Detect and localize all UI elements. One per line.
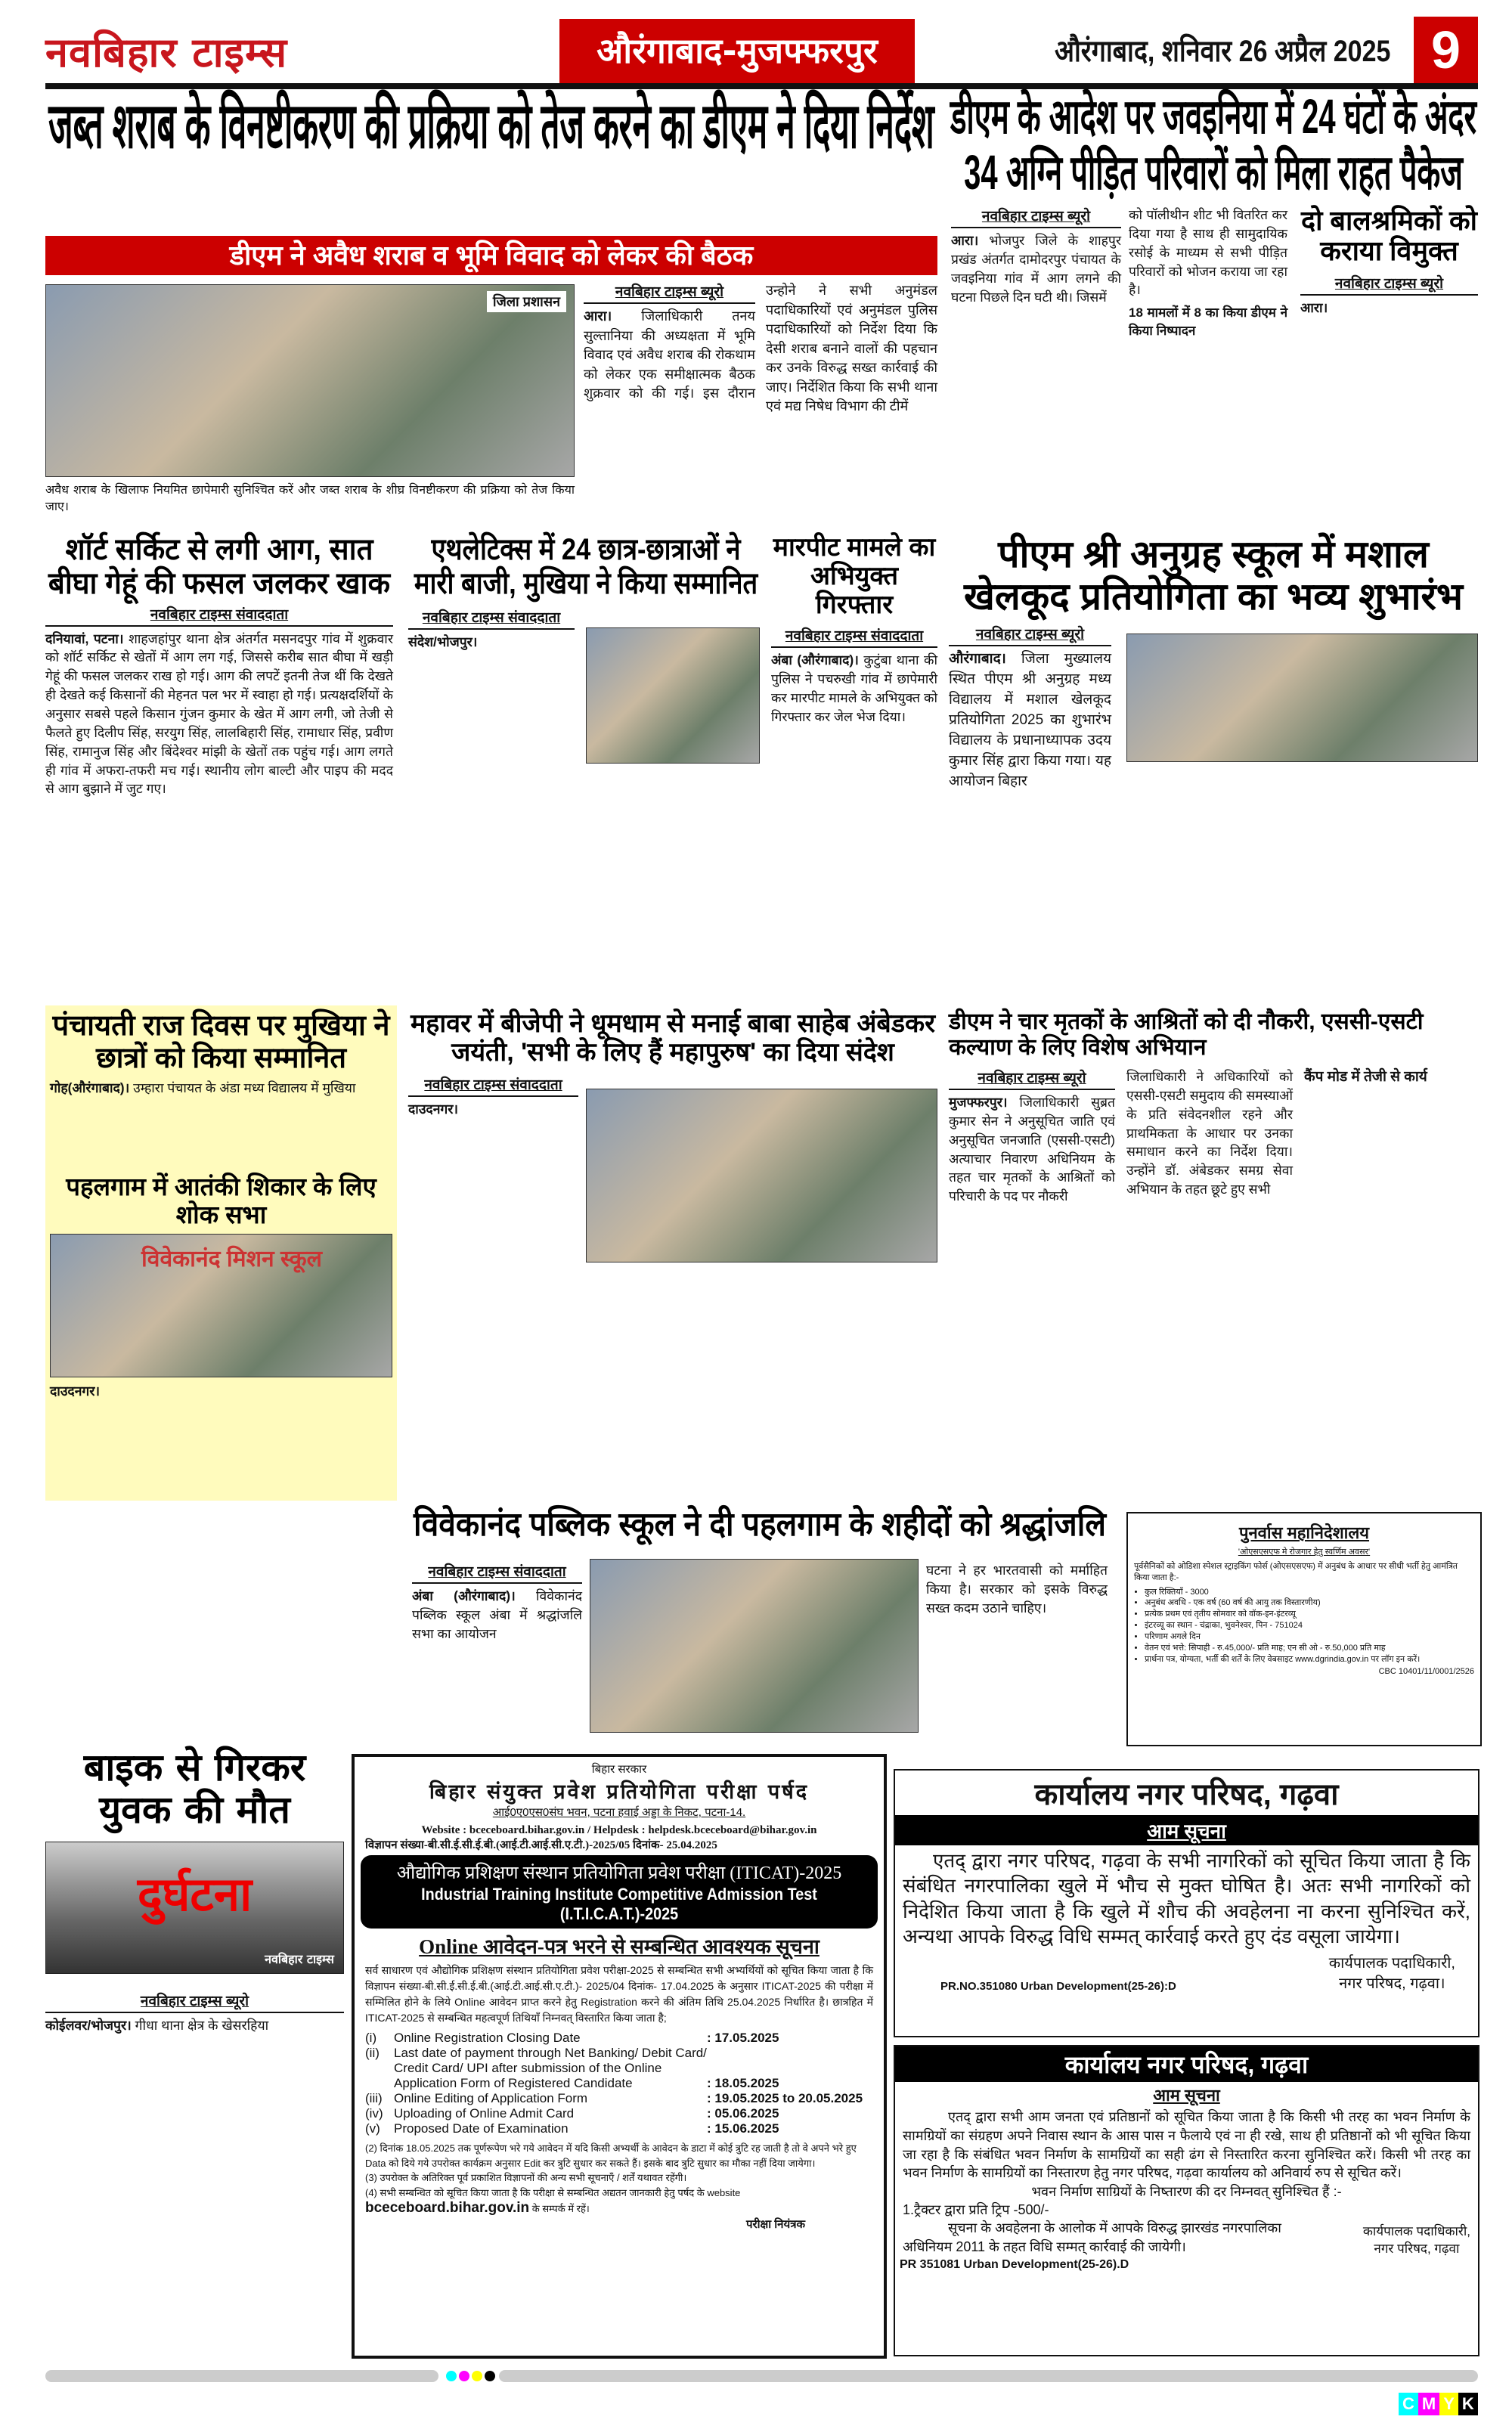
dateline-place: आरा। (951, 233, 979, 248)
fire-relief-article-cont (1129, 206, 1287, 340)
row-label: Uploading of Online Admit Card (394, 2106, 575, 2121)
byline: नवबिहार टाइम्स संवाददाता (412, 1561, 582, 1584)
byline: नवबिहार टाइम्स ब्यूरो (949, 624, 1111, 646)
dateline-place: अंबा (औरंगाबाद)। (412, 1588, 516, 1603)
accident-image (45, 1842, 344, 1974)
ad-title: कार्यालय नगर परिषद, गढ़वा (895, 2046, 1478, 2082)
ad-intro: सर्व साधारण एवं औद्योगिक प्रशिक्षण संस्थान प्रतियोगिता प्रवेश परीक्षा-2025 से सम्बन्धित सभी अभ्यर्थियों को सूचित किया जाता है कि विज्ञापन संख्या-बी.सी.ई.सी.ई.बी.(आई.टी.आई.सी.ए.टी.)- 2025/04 दिनांक- 17.04.2025 के अनुसार ITICAT-2025 की परीक्षा में सम्मिलित होने के लिये Online आवेदन प्राप्त करने हेतु Registration करने की अंतिम तिथि 25.04.2025 निर्धारित है। छात्रहित में ITICAT-2025 से सम्बन्धित महत्वपूर्ण तिथियाँ निम्नवत् विस्तारित किया जाता है; (365, 1964, 873, 2024)
panchayati-headline: पंचायती राज दिवस पर मुखिया ने छात्रों को किया सम्मानित (52, 1010, 390, 1074)
article-body: कुटुंबा थाना की पुलिस ने पचरुखी गांव में छापेमारी कर मारपीट मामले के अभियुक्त को गिरफ्तार कर जेल भेज दिया। (771, 652, 937, 724)
article-body: को पॉलीथीन शीट भी वितरित कर दिया गया है साथ ही सामुदायिक रसोई के माध्यम से सभी पीड़ित परिवारों को भोजन कराया जा रहा है। (1129, 207, 1287, 298)
vivekanand-headline: विवेकानंद पब्लिक स्कूल ने दी पहलगाम के शहीदों को श्रद्धांजलि (414, 1506, 1106, 1543)
ad-note: (3) उपरोक्त के अतिरिक्त पूर्व प्रकाशित विज्ञापनों की अन्य सभी सूचनाएँ / शर्तें यथावत रहेंगी। (365, 2172, 687, 2183)
pm-shri-headline: पीएम श्री अनुग्रह स्कूल में मशाल खेलकूद प्रतियोगिता का भव्य शुभारंभ (963, 533, 1464, 618)
row-value: : 15.06.2025 (707, 2121, 779, 2136)
date-row (365, 2046, 873, 2091)
ad-item: • प्रत्येक प्रथम एवं तृतीय सोमवार को वॉक-इन-इंटरव्यू (1145, 1609, 1474, 1620)
registration-bar (45, 2370, 438, 2382)
banner-text: विवेकानंद मिशन स्कूल (141, 1246, 322, 1272)
photo-sign: जिला प्रशासन (487, 291, 566, 312)
row-number: (v) (365, 2121, 380, 2136)
row-label: Online Registration Closing Date (394, 2031, 581, 2045)
cmyk-y: Y (1439, 2393, 1458, 2415)
dateline-place: संदेश/भोजपुर। (408, 634, 478, 649)
assault-article (771, 533, 937, 727)
article-body: विवेकानंद पब्लिक स्कूल अंबा में श्रद्धांजलि सभा का आयोजन (412, 1588, 582, 1641)
ad-item: • अनुबंध अवधि - एक वर्ष (60 वर्ष की आयु तक विस्तारणीय) (1145, 1597, 1474, 1609)
byline: नवबिहार टाइम्स संवाददाता (408, 607, 575, 630)
dateline-place: औरंगाबाद। (949, 651, 1006, 667)
masthead-rule (45, 83, 1478, 89)
row-value: : 05.06.2025 (707, 2106, 779, 2121)
cmyk-m: M (1418, 2393, 1439, 2415)
byline: नवबिहार टाइम्स संवाददाता (45, 604, 393, 627)
signatory: कार्यपालक पदाधिकारी, (1328, 1955, 1455, 1972)
sc-st-article (949, 1009, 1478, 1060)
pr-number: PR.NO.351080 Urban Development(25-26):D (940, 1980, 1176, 1994)
edition-banner: औरंगाबाद-मुजफ्फरपुर (559, 19, 915, 83)
ad-title-english: Industrial Training Institute Competitive Admission Test (I.T.I.C.A.T.)-2025 (421, 1885, 817, 1923)
ad-title: कार्यालय नगर परिषद, गढ़वा (1034, 1778, 1339, 1811)
ad-footer (895, 2219, 1478, 2257)
panchayati-box (45, 1005, 397, 1501)
registration-bar (499, 2370, 1478, 2382)
shok-sabha-headline: पहलगाम में आतंकी शिकार के लिए शोक सभा (66, 1172, 376, 1228)
row-label: Online Editing of Application Form (394, 2091, 588, 2105)
row-value: : 18.05.2025 (707, 2076, 779, 2090)
ambedkar-headline: महावर में बीजेपी ने धूमधाम से मनाई बाबा साहेब अंबेडकर जयंती, 'सभी के लिए हैं महापुरुष' का दिया संदेश (410, 1009, 936, 1067)
cmyk-marker (1399, 2393, 1478, 2415)
ad-signatory: परीक्षा नियंत्रक (745, 2218, 805, 2231)
assault-headline: मारपीट मामले का अभियुक्त गिरफ्तार (773, 533, 936, 620)
ad-footer (895, 1952, 1478, 1996)
ad-intro: पूर्वसैनिकों को ओडिशा स्पेशल स्ट्राइकिंग फोर्स (ओएसएसएफ) में अनुबंध के आधार पर सीधी भर्ती हेतु आमंत्रित किया जाता है:- (1134, 1561, 1458, 1582)
cmyk-k: K (1458, 2393, 1478, 2415)
garhwa-ad-odf (894, 1769, 1479, 2037)
vivekanand-col2 (926, 1561, 1108, 1618)
article-body: जिलाधिकारी सुब्रत कुमार सेन ने अनुसूचित जाति एवं अनुसूचित जनजाति (एससी-एसटी) अत्याचार निवारण अधिनियम के तहत चार मृतकों के आश्रितों को परिचारी के पद पर नौकरी (949, 1095, 1115, 1204)
ad-site: bceceboard.bihar.gov.in (365, 2200, 530, 2216)
child-labour-article (1300, 206, 1478, 317)
article-subhead: कैंप मोड में तेजी से कार्य (1304, 1069, 1427, 1085)
article-body: शाहजहांपुर थाना क्षेत्र अंतर्गत मसनदपुर गांव में शुक्रवार को शॉर्ट सर्किट से खेतों में आग लग गई, जिससे करीब सात बीघा में खड़ी गेहूं की फसल जलकर राख हो गई। आग की लपटें इतनी तेज थीं कि देखते ही देखते कई किसानों की मेहनत पल भर में स्वाहा हो गई। प्रत्यक्षदर्शियों के अनुसार सबसे पहले किसान गुंजन कुमार के खेत में आग लगी, जो तेजी से फैलते हुए दिलीप सिंह, सरयुग सिंह, लालबिहारी सिंह, रामाधार सिंह, प्रवीण सिंह, रामानुज सिंह और बिंदेश्वर मांझी के खेतों तक पहुंच गई। आग लगते ही गांव में अफरा-तफरी मच गई। स्थानीय लोग बाल्टी और पाइप की मदद से आग बुझाने में जुट गए। (45, 630, 393, 797)
date-row (365, 2121, 873, 2136)
row-value: : 19.05.2025 to 20.05.2025 (707, 2091, 863, 2105)
iticat-ad (352, 1754, 887, 2359)
dateline-place: अंबा (औरंगाबाद)। (771, 652, 859, 668)
sc-st-col2 (1126, 1067, 1293, 1199)
signatory-office: नगर परिषद, गढ़वा। (1339, 1975, 1445, 1993)
ad-item: • इंटरव्यू का स्थान - चंद्राका, भुवनेश्वर, पिन - 751024 (1145, 1620, 1474, 1631)
important-dates-table (365, 2031, 873, 2136)
ad-title-hindi: औद्योगिक प्रशिक्षण संस्थान प्रतियोगिता प्रवेश परीक्षा (ITICAT)-2025 (396, 1864, 842, 1883)
short-circuit-article (45, 533, 393, 798)
byline: नवबिहार टाइम्स ब्यूरो (45, 1991, 344, 2013)
cmyk-c: C (1399, 2393, 1418, 2415)
date-row (365, 2106, 873, 2121)
lead-headline: जब्त शराब के विनष्टीकरण की प्रक्रिया को तेज करने का डीएम ने दिया निर्देश (48, 90, 934, 161)
newspaper-logo: नवबिहार टाइम्स (45, 29, 288, 76)
date-row (365, 2031, 873, 2046)
fire-relief-article (951, 206, 1121, 306)
shok-sabha-photo (50, 1234, 392, 1377)
sc-st-col1 (949, 1067, 1115, 1206)
fire-relief-headline: डीएम के आदेश पर जवइनिया में 24 घंटों के अंदर 34 अग्नि पीड़ित परिवारों को मिला राहत पैकेज (950, 89, 1477, 200)
ad-subtitle: आम सूचना (1153, 2086, 1220, 2105)
article-body: भोजपुर जिले के शाहपुर प्रखंड अंतर्गत दामोदरपुर पंचायत के जवइनिया गांव में आग लगने की घटना पिछले दिन घटी थी। जिसमें (951, 233, 1121, 305)
dateline-place: कोईलवर/भोजपुर। (45, 2018, 132, 2033)
article-body: उम्हारा पंचायत के अंडा मध्य विद्यालय में मुखिया (133, 1080, 356, 1096)
ad-items (1145, 1587, 1474, 1665)
signatory: कार्यपालक पदाधिकारी, (1362, 2223, 1470, 2238)
punarvas-ad (1126, 1512, 1482, 1746)
row-number: (i) (365, 2031, 377, 2045)
row-label: Last date of payment through Net Banking/ Debit Card/ Credit Card/ UPI after submission of the Online Application Form of Registered Candidate (394, 2046, 707, 2090)
ambedkar-photo (586, 1089, 937, 1262)
date-row (365, 2091, 873, 2106)
byline: नवबिहार टाइम्स संवाददाता (771, 625, 937, 648)
byline: नवबिहार टाइम्स संवाददाता (408, 1074, 578, 1097)
sc-st-col3 (1304, 1067, 1478, 1088)
athletics-headline: एथलेटिक्स में 24 छात्र-छात्राओं ने मारी बाजी, मुखिया ने किया सम्मानित (414, 533, 758, 600)
ad-website: Website : bceceboard.bihar.gov.in / Helpdesk : helpdesk.bceceboard@bihar.gov.in (421, 1824, 817, 1836)
ad-title-box (361, 1855, 878, 1929)
ad-code: CBC 10401/11/0001/2526 (1378, 1667, 1474, 1677)
ad-number: विज्ञापन संख्या-बी.सी.ई.सी.ई.बी.(आई.टी.आई.सी.ए.टी.)-2025/05 दिनांक- 25.04.2025 (365, 1839, 717, 1851)
article-subhead: 18 मामलों में 8 का किया डीएम ने किया निष्पादन (1129, 305, 1287, 339)
ad-rate-title: भवन निर्माण साग्रियों के निष्तारण की दर निम्नवत् सुनिश्चित हैं :- (1031, 2184, 1342, 2200)
row-number: (iv) (365, 2106, 383, 2121)
signatory-office: नगर परिषद, गढ़वा (1374, 2241, 1460, 2256)
ad-site-tail: के सम्पर्क में रहें। (531, 2203, 590, 2214)
ad-item: • परिणाम अगले दिन (1145, 1631, 1474, 1643)
short-circuit-headline: शॉर्ट सर्किट से लगी आग, सात बीघा गेहूं की फसल जलकर खाक (48, 533, 391, 600)
dateline-place: मुजफ्फरपुर। (949, 1095, 1008, 1110)
bike-article (45, 1746, 344, 2035)
page-number: 9 (1414, 17, 1478, 83)
athletics-photo (586, 627, 760, 764)
ad-signature (1363, 2222, 1470, 2257)
pr-number: PR 351081 Urban Development(25-26).D (900, 2257, 1129, 2271)
ad-item: • कुल रिक्तियाँ - 3000 (1145, 1587, 1474, 1598)
dateline-place: आरा। (1300, 299, 1328, 315)
accident-label: दुर्घटना (137, 1867, 253, 1922)
article-body: जिला मुख्यालय स्थित पीएम श्री अनुग्रह मध्य विद्यालय में मशाल खेलकूद प्रतियोगिता 2025 का शुभारंभ विद्यालय के प्रधानाध्यापक उदय कुमार सिंह द्वारा किया गया। यह आयोजन बिहार (949, 651, 1111, 789)
child-labour-headline: दो बालश्रमिकों को कराया विमुक्त (1300, 205, 1478, 267)
ad-item: • वेतन एवं भत्ते: सिपाही - रु.45,000/- प्रति माह; एन सी ओ - रु.50,000 प्रति माह (1145, 1643, 1474, 1654)
ad-rate: 1.ट्रैक्टर द्वारा प्रति ट्रिप -500/- (903, 2202, 1049, 2218)
ad-body-2: सूचना के अवहेलना के आलोक में आपके विरुद्ध झारखंड नगरपालिका अधिनियम 2011 के तहत विधि सम्मत् कार्रवाई की जायेगी। (903, 2220, 1281, 2255)
pm-shri-photo (1126, 634, 1478, 762)
byline: नवबिहार टाइम्स ब्यूरो (949, 1067, 1115, 1090)
byline: नवबिहार टाइम्स ब्यूरो (951, 206, 1121, 228)
bike-headline: बाइक से गिरकर युवक की मौत (83, 1746, 306, 1832)
row-number: (iii) (365, 2091, 383, 2105)
dateline-place: दाउदनगर। (50, 1383, 101, 1399)
vivekanand-article (408, 1506, 1111, 1543)
ad-govt: बिहार सरकार (591, 1763, 647, 1776)
ad-board: बिहार संयुक्त प्रवेश प्रतियोगिता परीक्षा पर्षद (429, 1780, 810, 1804)
color-dots (446, 2371, 497, 2385)
image-logo: नवबिहार टाइम्स (265, 1952, 334, 1966)
ad-signature (1329, 1952, 1455, 1993)
ad-notice-title: Online आवेदन-पत्र भरने से सम्बन्धित आवश्यक सूचना (419, 1935, 820, 1958)
garhwa-ad-construction (894, 2045, 1479, 2356)
ad-note: (4) सभी सम्बन्धित को सूचित किया जाता है कि परीक्षा से सम्बन्धित अद्यतन जानकारी हेतु पर्षद के website (365, 2186, 741, 2198)
vivekanand-photo (590, 1559, 919, 1733)
ad-address: आई0ए0एस0संघ भवन, पटना हवाई अड्डा के निकट, पटना-14. (492, 1806, 746, 1819)
dateline: औरंगाबाद, शनिवार 26 अप्रैल 2025 (1055, 35, 1391, 68)
row-label: Proposed Date of Examination (394, 2121, 569, 2136)
row-value: : 17.05.2025 (707, 2031, 779, 2045)
article-body: जिलाधिकारी तनय सुल्तानिया की अध्यक्षता में भूमि विवाद एवं अवैध शराब की रोकथाम को लेकर एक समीक्षात्मक बैठक शुक्रवार को की गई। इस दौरान उन्होने ने सभी अनुमंडल पदाधिकारियों एवं अनुमंडल पुलिस पदाधिकारियों को निर्देश दिया कि देसी शराब बनाने वालों की पहचान कर उनके विरुद्ध सख्त कार्रवाई की जाए। निर्देशित किया कि सभी थाना एवं मद्य निषेध विभाग की टीमें (584, 283, 937, 414)
sc-st-headline: डीएम ने चार मृतकों के आश्रितों को दी नौकरी, एससी-एसटी कल्याण के लिए विशेष अभियान (949, 1009, 1424, 1060)
article-body: घटना ने हर भारतवासी को मर्माहित किया है। सरकार को इसके विरुद्ध सख्त कदम उठाने चाहिए। (926, 1563, 1108, 1616)
lead-photo (45, 284, 575, 477)
ad-body: एतद् द्वारा नगर परिषद, गढ़वा के सभी नागरिकों को सूचित किया जाता है कि संबंधित नगरपालिका खुले में भौच से मुक्त घोषित है। अतः सभी नागरिकों को निदेशित किया जाता है कि खुले में शौच की अवहेलना ना करना सुनिश्चित करें, अन्यथा आपके विरुद्ध विधि सम्मत् कार्रवाई करते हुए दंड वसूला जायेगा। (903, 1849, 1470, 1947)
article-body: गीधा थाना क्षेत्र के खेसरहिया (135, 2018, 269, 2033)
ad-item: • प्रार्थना पत्र, योग्यता, भर्ती की शर्तें के लिए वेबसाइट www.dgrindia.gov.in पर लॉग इन करें। (1145, 1654, 1474, 1665)
dateline-place: आरा। (584, 308, 612, 324)
lead-article (584, 281, 937, 527)
ad-title: पुनर्वास महानिदेशालय (1238, 1523, 1370, 1542)
ad-note: (2) दिनांक 18.05.2025 तक पूर्णरूपेण भरे गये आवेदन में यदि किसी अभ्यर्थी के आवेदन के डाटा में कोई त्रुटि रह जाती है तो वे अपने भरे हुए Data को दिये गये उपरोक्त कार्यक्रम अनुसार Edit कर त्रुटि सुधार कर सकते हैं। इसके बाद त्रुटि सुधार का मौका नहीं दिया जायेगा। (365, 2142, 857, 2169)
vivekanand-col1 (412, 1561, 582, 1644)
row-number: (ii) (365, 2046, 380, 2060)
ad-body: एतद् द्वारा सभी आम जनता एवं प्रतिष्ठानों को सूचित किया जाता है कि किसी भी तरह का भवन निर्माण के सामग्रियों का संग्रहण अपने निवास स्थान के आस पास न फैलाये एवं ना ही रखे, साथ ही प्रतिष्ठानों को भी सूचित किया जा रहा है कि संबंधित भवन निर्माण के सामग्रियों का सही ढंग से निस्तारित करना सुनिश्चित करें। किसी भी तरह का भवन निर्माण के सामग्रियों का निस्तारण हेतु नगर परिषद, गढ़वा कार्यालय को अनिवार्य रुप से सूचित करें। (903, 2109, 1470, 2181)
byline: नवबिहार टाइम्स ब्यूरो (1300, 273, 1478, 296)
ad-tagline: 'ओएसएसएफ मे रोजगार हेतु स्वर्णिम अवसर' (1238, 1547, 1371, 1557)
lead-caption: अवैध शराब के खिलाफ नियमित छापेमारी सुनिश्चित करें और जब्त शराब के शीघ्र विनष्टीकरण की प्रक्रिया को तेज किया जाए। (45, 484, 575, 514)
lead-subhead: डीएम ने अवैध शराब व भूमि विवाद को लेकर की बैठक (45, 236, 937, 275)
ad-subtitle: आम सूचना (895, 1815, 1478, 1845)
article-body: जिलाधिकारी ने अधिकारियों को एससी-एसटी समुदाय की समस्याओं के प्रति संवेदनशील रहने और प्राथमिकता के आधार पर उनका समाधान करने का निर्देश दिया। उन्होंने डॉ. अंबेडकर समग्र सेवा अभियान के तहत छूटे हुए सभी (1126, 1069, 1293, 1197)
dateline-place: दनियावां, पटना। (45, 630, 124, 646)
dateline-place: गोह(औरंगाबाद)। (50, 1080, 130, 1096)
byline: नवबिहार टाइम्स ब्यूरो (584, 281, 755, 304)
dateline-place: दाउदनगर। (408, 1101, 459, 1117)
